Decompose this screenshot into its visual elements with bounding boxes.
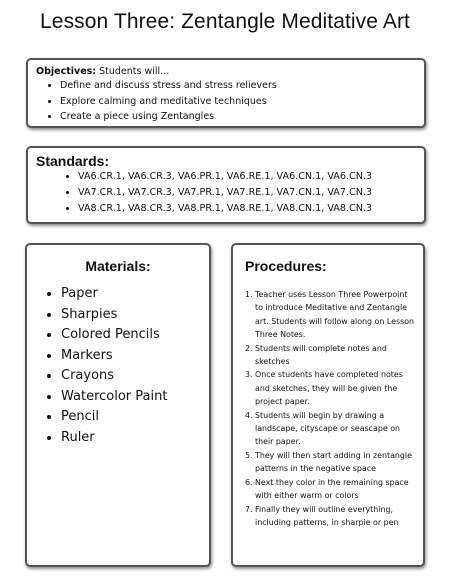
standards-heading: Standards: <box>36 153 110 169</box>
material-item: • Sharpies <box>61 305 197 326</box>
standards-list <box>36 169 416 217</box>
material-item: • Crayons <box>61 366 197 387</box>
objectives-list <box>36 78 416 125</box>
procedure-step: 1. Teacher uses Lesson Three Powerpoint to introduce Meditative and Zentangle art. Students will follow along on Lesson Three Notes. <box>255 288 415 342</box>
material-item: • Markers <box>61 346 197 367</box>
materials-heading: Materials: <box>85 258 151 274</box>
material-item: • Ruler <box>61 428 197 449</box>
procedure-step: 7. Finally they will outline everything, including patterns, in sharpie or pen <box>255 503 415 530</box>
procedures-box <box>231 243 425 567</box>
standard-item: • VA8.CR.1, VA8.CR.3, VA8.PR.1, VA8.RE.1, VA8.CN.1, VA8.CN.3 <box>78 201 416 217</box>
procedure-step: 4. Students will begin by drawing a landscape, cityscape or seascape on their paper. <box>255 409 415 449</box>
procedure-step: 2. Students will complete notes and sketches <box>255 342 415 369</box>
procedure-step: 6. Next they color in the remaining space with either warm or colors <box>255 476 415 503</box>
procedures-heading: Procedures: <box>245 258 327 274</box>
objectives-lead-text: Students will... <box>96 66 170 77</box>
material-item: • Watercolor Paint <box>61 387 197 408</box>
standard-item: • VA7.CR.1, VA7.CR.3, VA7.PR.1, VA7.RE.1, VA7.CN.1, VA7.CN.3 <box>78 185 416 201</box>
standard-item: • VA6.CR.1, VA6.CR.3, VA6.PR.1, VA6.RE.1, VA6.CN.1, VA6.CN.3 <box>78 169 416 185</box>
objectives-label: Objectives: <box>36 66 97 77</box>
objectives-lead <box>36 66 416 77</box>
material-item: • Pencil <box>61 407 197 428</box>
page-title: Lesson Three: Zentangle Meditative Art <box>40 10 410 33</box>
material-item: • Colored Pencils <box>61 325 197 346</box>
objective-item: • Explore calming and meditative techniques <box>60 94 416 110</box>
objective-item: • Define and discuss stress and stress relievers <box>60 78 416 94</box>
standards-box <box>26 146 426 224</box>
procedures-list <box>241 288 415 529</box>
procedure-step: 5. They will then start adding in zentangle patterns in the negative space <box>255 449 415 476</box>
objective-item: • Create a piece using Zentangles <box>60 109 416 125</box>
objectives-box <box>26 58 426 128</box>
materials-list <box>39 284 197 448</box>
material-item: • Paper <box>61 284 197 305</box>
materials-box <box>25 243 211 567</box>
procedure-step: 3. Once students have completed notes and sketches, they will be given the project paper. <box>255 368 415 408</box>
